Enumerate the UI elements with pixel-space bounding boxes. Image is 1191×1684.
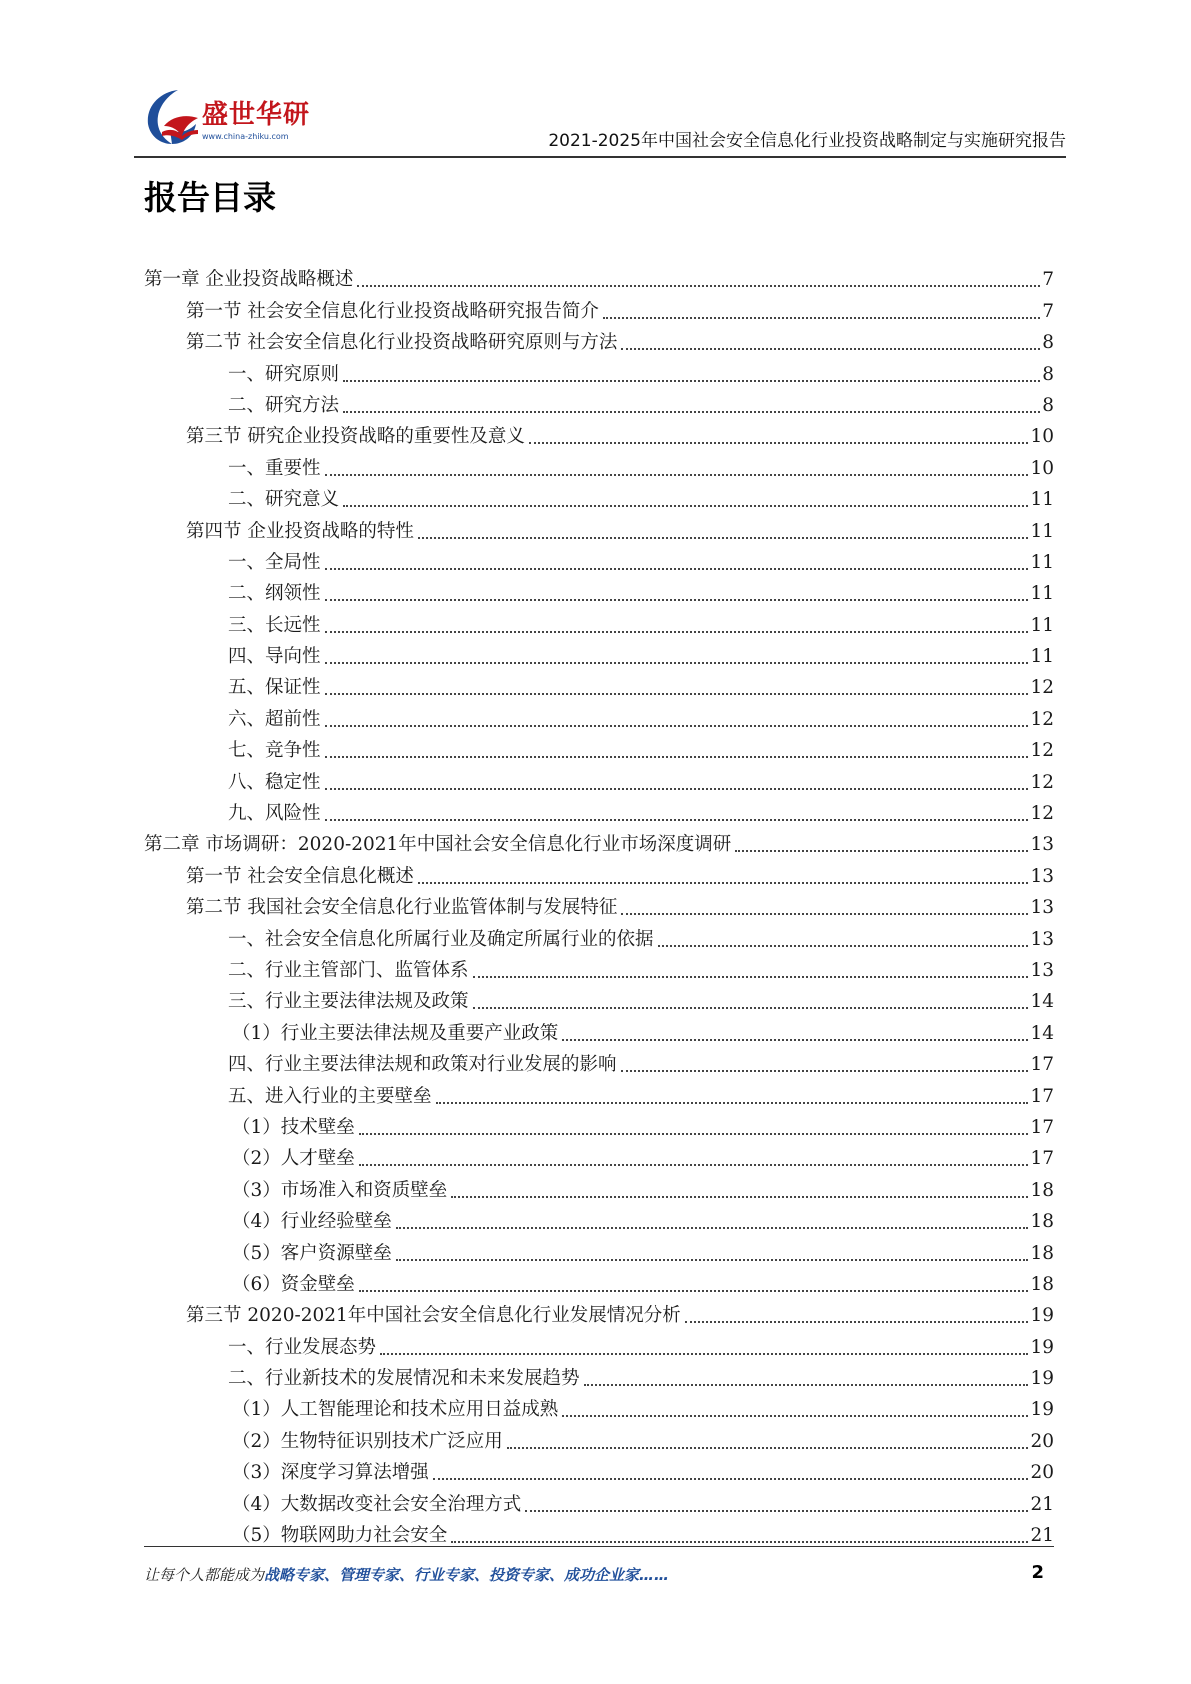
toc-entry-title: （1）行业主要法律法规及重要产业政策 <box>232 1022 559 1044</box>
toc-entry[interactable] <box>144 1455 1054 1486</box>
toc-entry[interactable] <box>144 1392 1054 1423</box>
toc-entry-page: 19 <box>1030 1336 1054 1358</box>
toc-entry-page: 12 <box>1030 740 1054 762</box>
toc-entry[interactable] <box>144 701 1054 732</box>
toc-entry-title: （1）人工智能理论和技术应用日益成熟 <box>232 1399 559 1421</box>
toc-leader-dots <box>418 881 1029 884</box>
toc-entry[interactable] <box>144 1141 1054 1172</box>
toc-entry-page: 12 <box>1030 803 1054 825</box>
toc-entry-title: （3）市场准入和资质壁垒 <box>232 1179 448 1201</box>
toc-entry-title: 第一节 社会安全信息化概述 <box>186 865 414 887</box>
toc-entry[interactable] <box>144 1361 1054 1392</box>
toc-leader-dots <box>325 567 1029 570</box>
toc-entry-title: （2）人才壁垒 <box>232 1148 355 1170</box>
toc-entry-title: 三、长远性 <box>228 614 321 636</box>
toc-leader-dots <box>525 1509 1028 1512</box>
toc-leader-dots <box>562 1414 1028 1417</box>
toc-entry-title: 二、纲领性 <box>228 583 321 605</box>
toc-entry-page: 7 <box>1042 300 1054 322</box>
toc-entry-title: （1）技术壁垒 <box>232 1116 355 1138</box>
toc-leader-dots <box>621 347 1040 350</box>
toc-entry-title: 二、行业主管部门、监管体系 <box>228 959 469 981</box>
toc-entry[interactable] <box>144 262 1054 293</box>
toc-entry-page: 11 <box>1030 489 1054 511</box>
toc-entry-title: 第二节 我国社会安全信息化行业监管体制与发展特征 <box>186 897 618 919</box>
toc-entry[interactable] <box>144 1204 1054 1235</box>
toc-entry-page: 14 <box>1030 1022 1054 1044</box>
toc-entry-page: 12 <box>1030 708 1054 730</box>
toc-entry-title: 六、超前性 <box>228 708 321 730</box>
toc-entry[interactable] <box>144 1486 1054 1517</box>
toc-entry[interactable] <box>144 1267 1054 1298</box>
toc-entry-title: 四、行业主要法律法规和政策对行业发展的影响 <box>228 1054 617 1076</box>
toc-entry-page: 11 <box>1030 646 1054 668</box>
toc-entry[interactable] <box>144 513 1054 544</box>
toc-entry-page: 13 <box>1030 834 1054 856</box>
footer-divider <box>144 1546 1054 1547</box>
page-header <box>134 70 1066 162</box>
toc-entry[interactable] <box>144 576 1054 607</box>
toc-entry[interactable] <box>144 953 1054 984</box>
page-title: 报告目录 <box>144 178 276 217</box>
toc-entry-page: 11 <box>1030 520 1054 542</box>
toc-entry-title: 第一节 社会安全信息化行业投资战略研究报告简介 <box>186 300 599 322</box>
toc-leader-dots <box>621 912 1028 915</box>
toc-entry-page: 8 <box>1042 332 1054 354</box>
toc-entry-title: 第四节 企业投资战略的特性 <box>186 520 414 542</box>
toc-entry-title: （4）行业经验壁垒 <box>232 1211 392 1233</box>
toc-entry-title: （2）生物特征识别技术广泛应用 <box>232 1430 503 1452</box>
toc-entry-title: 七、竞争性 <box>228 740 321 762</box>
toc-entry-title: 一、研究原则 <box>228 363 340 385</box>
toc-entry-title: 一、重要性 <box>228 457 321 479</box>
toc-entry-page: 18 <box>1030 1211 1054 1233</box>
toc-leader-dots <box>418 536 1029 539</box>
toc-entry-page: 21 <box>1030 1493 1054 1515</box>
toc-leader-dots <box>343 410 1040 413</box>
toc-entry-page: 10 <box>1030 426 1054 448</box>
toc-entry-page: 19 <box>1030 1305 1054 1327</box>
toc-entry-title: 二、研究意义 <box>228 489 340 511</box>
toc-entry[interactable] <box>144 827 1054 858</box>
toc-leader-dots <box>735 849 1028 852</box>
toc-entry-title: （5）客户资源壁垒 <box>232 1242 392 1264</box>
toc-entry-page: 8 <box>1042 394 1054 416</box>
toc-entry[interactable] <box>144 607 1054 638</box>
toc-entry-page: 18 <box>1030 1273 1054 1295</box>
footer-slogan <box>144 1564 669 1585</box>
toc-entry[interactable] <box>144 388 1054 419</box>
toc-entry[interactable] <box>144 1078 1054 1109</box>
toc-entry-page: 12 <box>1030 771 1054 793</box>
toc-entry-page: 13 <box>1030 865 1054 887</box>
toc-leader-dots <box>380 1352 1028 1355</box>
toc-entry-page: 20 <box>1030 1430 1054 1452</box>
toc-entry[interactable] <box>144 921 1054 952</box>
toc-entry-title: 第二节 社会安全信息化行业投资战略研究原则与方法 <box>186 332 618 354</box>
toc-entry-page: 21 <box>1030 1525 1054 1547</box>
toc-entry[interactable] <box>144 1298 1054 1329</box>
toc-leader-dots <box>325 818 1029 821</box>
toc-entry-page: 20 <box>1030 1462 1054 1484</box>
toc-entry[interactable] <box>144 733 1054 764</box>
toc-entry-title: （3）深度学习算法增强 <box>232 1462 429 1484</box>
toc-entry-title: 第一章 企业投资战略概述 <box>144 269 354 291</box>
toc-entry[interactable] <box>144 1047 1054 1078</box>
toc-leader-dots <box>359 1289 1029 1292</box>
toc-entry-title: 二、行业新技术的发展情况和未来发展趋势 <box>228 1368 580 1390</box>
report-title: 2021-2025年中国社会安全信息化行业投资战略制定与实施研究报告 <box>548 131 1066 151</box>
toc-entry[interactable] <box>144 325 1054 356</box>
logo-url: www.china-zhiku.com <box>202 132 289 141</box>
toc-entry-title: 五、进入行业的主要壁垒 <box>228 1085 432 1107</box>
toc-entry-title: 二、研究方法 <box>228 394 340 416</box>
toc-entry-page: 13 <box>1030 959 1054 981</box>
toc-leader-dots <box>357 284 1040 287</box>
toc-entry-page: 18 <box>1030 1242 1054 1264</box>
toc-entry[interactable] <box>144 356 1054 387</box>
toc-entry-page: 11 <box>1030 551 1054 573</box>
toc-leader-dots <box>325 661 1029 664</box>
toc-entry[interactable] <box>144 1015 1054 1046</box>
toc-entry-title: （5）物联网助力社会安全 <box>232 1525 448 1547</box>
toc-entry[interactable] <box>144 1235 1054 1266</box>
toc-entry-page: 17 <box>1030 1054 1054 1076</box>
toc-leader-dots <box>658 944 1029 947</box>
toc-entry-title: 第二章 市场调研：2020-2021年中国社会安全信息化行业市场深度调研 <box>144 834 732 856</box>
toc-leader-dots <box>325 724 1029 727</box>
toc-entry-title: （6）资金壁垒 <box>232 1273 355 1295</box>
toc-entry-page: 19 <box>1030 1368 1054 1390</box>
toc-leader-dots <box>529 441 1029 444</box>
toc-entry-page: 12 <box>1030 677 1054 699</box>
toc-entry-page: 17 <box>1030 1116 1054 1138</box>
toc-entry[interactable] <box>144 1329 1054 1360</box>
toc-entry[interactable] <box>144 890 1054 921</box>
toc-leader-dots <box>325 598 1029 601</box>
toc-leader-dots <box>325 787 1029 790</box>
toc-entry-title: 九、风险性 <box>228 803 321 825</box>
logo-emblem-icon <box>142 86 202 150</box>
toc-entry-page: 19 <box>1030 1399 1054 1421</box>
toc-entry-page: 13 <box>1030 897 1054 919</box>
toc-leader-dots <box>359 1132 1029 1135</box>
toc-leader-dots <box>359 1163 1029 1166</box>
toc-entry[interactable] <box>144 984 1054 1015</box>
page-number: 2 <box>1031 1562 1044 1583</box>
table-of-contents <box>144 262 1054 1549</box>
logo-name: 盛世华研 <box>202 100 311 130</box>
toc-entry[interactable] <box>144 1110 1054 1141</box>
toc-leader-dots <box>325 755 1029 758</box>
toc-entry[interactable] <box>144 1172 1054 1203</box>
toc-entry-title: （4）大数据改变社会安全治理方式 <box>232 1493 522 1515</box>
toc-leader-dots <box>473 975 1029 978</box>
toc-entry[interactable] <box>144 419 1054 450</box>
company-logo <box>142 86 311 150</box>
toc-entry-title: 八、稳定性 <box>228 771 321 793</box>
toc-entry[interactable] <box>144 796 1054 827</box>
header-divider <box>134 156 1066 158</box>
footer-slogan-prefix: 让每个人都能成为 <box>144 1566 265 1584</box>
toc-leader-dots <box>433 1477 1029 1480</box>
toc-entry[interactable] <box>144 482 1054 513</box>
toc-leader-dots <box>436 1101 1029 1104</box>
toc-leader-dots <box>396 1258 1029 1261</box>
toc-entry-page: 18 <box>1030 1179 1054 1201</box>
toc-entry[interactable] <box>144 764 1054 795</box>
toc-entry[interactable] <box>144 1518 1054 1549</box>
toc-leader-dots <box>562 1038 1028 1041</box>
toc-leader-dots <box>473 1006 1029 1009</box>
toc-leader-dots <box>325 692 1029 695</box>
footer-slogan-highlight: 战略专家、管理专家、行业专家、投资专家、成功企业家…… <box>264 1566 670 1584</box>
toc-entry-page: 14 <box>1030 991 1054 1013</box>
toc-leader-dots <box>451 1540 1028 1543</box>
toc-entry[interactable] <box>144 450 1054 481</box>
toc-leader-dots <box>325 630 1029 633</box>
toc-entry[interactable] <box>144 670 1054 701</box>
toc-leader-dots <box>343 379 1040 382</box>
toc-entry[interactable] <box>144 1423 1054 1454</box>
toc-entry-page: 17 <box>1030 1148 1054 1170</box>
toc-entry-page: 7 <box>1042 269 1054 291</box>
toc-entry[interactable] <box>144 858 1054 889</box>
toc-entry-title: 三、行业主要法律法规及政策 <box>228 991 469 1013</box>
toc-entry-title: 一、社会安全信息化所属行业及确定所属行业的依据 <box>228 928 654 950</box>
toc-entry[interactable] <box>144 545 1054 576</box>
toc-entry-title: 四、导向性 <box>228 646 321 668</box>
toc-entry-title: 第三节 研究企业投资战略的重要性及意义 <box>186 426 525 448</box>
toc-leader-dots <box>396 1226 1029 1229</box>
toc-leader-dots <box>621 1069 1029 1072</box>
toc-leader-dots <box>451 1195 1028 1198</box>
toc-entry[interactable] <box>144 293 1054 324</box>
toc-entry[interactable] <box>144 639 1054 670</box>
toc-leader-dots <box>603 316 1040 319</box>
toc-entry-page: 10 <box>1030 457 1054 479</box>
toc-leader-dots <box>685 1320 1029 1323</box>
toc-leader-dots <box>584 1383 1029 1386</box>
toc-entry-title: 一、全局性 <box>228 551 321 573</box>
toc-entry-page: 11 <box>1030 583 1054 605</box>
toc-leader-dots <box>325 473 1029 476</box>
toc-entry-page: 13 <box>1030 928 1054 950</box>
toc-entry-title: 五、保证性 <box>228 677 321 699</box>
toc-leader-dots <box>507 1446 1029 1449</box>
page-footer <box>144 1546 1054 1606</box>
toc-entry-page: 11 <box>1030 614 1054 636</box>
toc-leader-dots <box>343 504 1028 507</box>
toc-entry-page: 8 <box>1042 363 1054 385</box>
toc-entry-title: 一、行业发展态势 <box>228 1336 377 1358</box>
toc-entry-page: 17 <box>1030 1085 1054 1107</box>
toc-entry-title: 第三节 2020-2021年中国社会安全信息化行业发展情况分析 <box>186 1305 681 1327</box>
